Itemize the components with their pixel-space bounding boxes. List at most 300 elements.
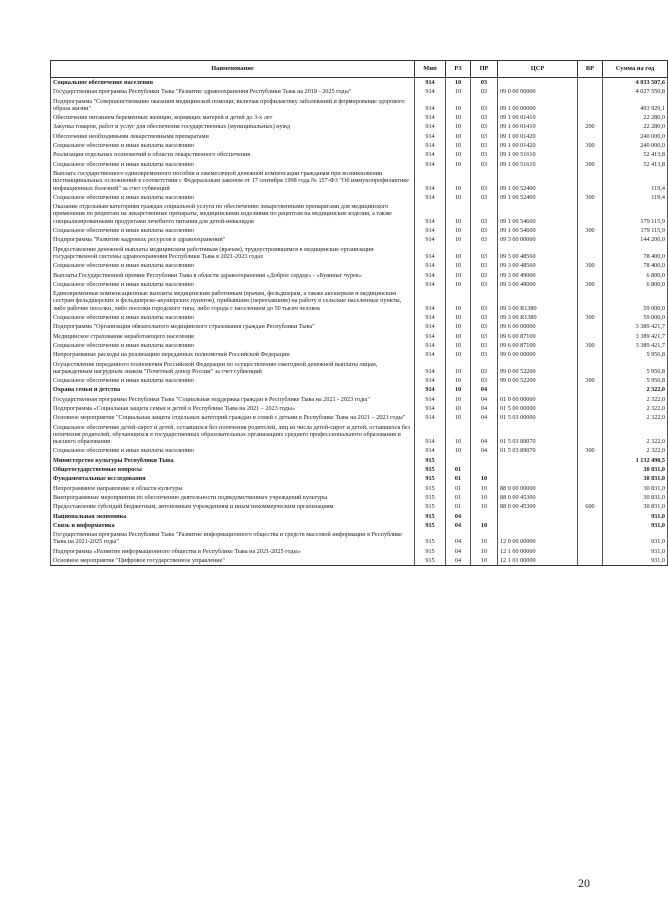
cell-rz: 10 [446, 245, 471, 262]
cell-sum: 240 000,0 [603, 132, 668, 141]
table-row [51, 521, 668, 530]
cell-sum: 240 000,0 [603, 141, 668, 150]
cell-rz: 10 [446, 360, 471, 377]
cell-vr [578, 87, 603, 96]
table-row [51, 530, 668, 547]
cell-rz: 10 [446, 341, 471, 350]
cell-csr: 09 3 00 48560 [498, 245, 578, 262]
table-row [51, 465, 668, 474]
cell-name: Социальное обеспечение и иные выплаты населению [51, 226, 415, 235]
header-min: Мин [415, 61, 446, 78]
cell-rz: 04 [446, 521, 471, 530]
cell-min: 914 [415, 113, 446, 122]
table-row [51, 141, 668, 150]
cell-csr: 09 6 00 87100 [498, 341, 578, 350]
cell-sum: 22 280,0 [603, 122, 668, 131]
cell-sum: 119,4 [603, 169, 668, 193]
cell-sum: 4 033 507,6 [603, 78, 668, 88]
cell-sum: 5 956,8 [603, 350, 668, 359]
cell-pr: 03 [471, 122, 498, 131]
cell-rz: 01 [446, 502, 471, 511]
cell-name: Подпрограмма «Социальная защита семьи и детей в Республике Тыва на 2021 – 2023 годы» [51, 404, 415, 413]
cell-rz: 10 [446, 132, 471, 141]
cell-name: Социальное обеспечение и иные выплаты населению [51, 313, 415, 322]
cell-min: 915 [415, 493, 446, 502]
cell-pr: 04 [471, 395, 498, 404]
cell-min: 915 [415, 502, 446, 511]
table-row [51, 512, 668, 521]
cell-rz: 10 [446, 226, 471, 235]
cell-csr: 09 1 00 52400 [498, 193, 578, 202]
cell-pr: 10 [471, 493, 498, 502]
cell-name: Министерство культуры Республики Тыва [51, 456, 415, 465]
cell-rz: 10 [446, 446, 471, 455]
cell-vr [578, 474, 603, 483]
cell-pr [471, 512, 498, 521]
cell-sum: 6 800,0 [603, 280, 668, 289]
cell-sum: 931,0 [603, 556, 668, 566]
cell-name: Государственная программа Республики Тыва "Социальная поддержка граждан в Республике Тыва на 2021 - 2023 годы" [51, 395, 415, 404]
cell-name: Закупка товаров, работ и услуг для обеспечения государственных (муниципальных) нужд [51, 122, 415, 131]
cell-pr: 10 [471, 547, 498, 556]
cell-name: Государственная программа Республики Тыва "Развитие здравоохранения Республики Тыва на 2018 - 2025 годы" [51, 87, 415, 96]
cell-vr [578, 78, 603, 88]
table-row [51, 226, 668, 235]
cell-min: 914 [415, 376, 446, 385]
cell-pr: 03 [471, 169, 498, 193]
cell-sum: 179 115,9 [603, 226, 668, 235]
cell-name: Выплаты Государственной премии Республики Тыва в области здравоохранения «Доброе сердце» - «Буянныг чурек» [51, 271, 415, 280]
cell-rz: 10 [446, 122, 471, 131]
cell-sum: 179 115,9 [603, 202, 668, 226]
cell-vr [578, 413, 603, 422]
cell-pr: 03 [471, 332, 498, 341]
cell-name: Выплата государственного единовременного пособия и ежемесячной денежной компенсации гражданам при возникновении поствакцинальных осложнений в соответствии с Федеральным законом от 17 сентября 1998 года № 157-ФЗ "Об иммунопрофилактике инфекционных болезней" за счет субвенций [51, 169, 415, 193]
cell-name: Социальное обеспечение и иные выплаты населению [51, 376, 415, 385]
table-body [51, 78, 668, 566]
cell-pr: 10 [471, 521, 498, 530]
header-sum: Сумма на год [603, 61, 668, 78]
cell-vr [578, 547, 603, 556]
cell-sum: 3 389 421,7 [603, 322, 668, 331]
cell-csr [498, 474, 578, 483]
table-row [51, 271, 668, 280]
cell-name: Оказание отдельным категориям граждан социальной услуги по обеспечению лекарственными препаратами для медицинского применения по рецептам на лекарственные препараты, медицинскими изделиями по рецептам на медицинские изделия, а также специализированными продуктами лечебного питания для детей-инвалидов [51, 202, 415, 226]
cell-rz: 10 [446, 160, 471, 169]
table-row [51, 313, 668, 322]
cell-vr: 300 [578, 160, 603, 169]
cell-rz: 10 [446, 235, 471, 244]
cell-rz: 10 [446, 322, 471, 331]
cell-rz: 10 [446, 193, 471, 202]
cell-pr: 03 [471, 271, 498, 280]
cell-min: 914 [415, 193, 446, 202]
cell-rz: 10 [446, 202, 471, 226]
cell-name: Фундаментальные исследования [51, 474, 415, 483]
table-row [51, 446, 668, 455]
cell-min: 914 [415, 226, 446, 235]
table-row [51, 502, 668, 511]
header-vr: ВР [578, 61, 603, 78]
cell-rz: 10 [446, 404, 471, 413]
cell-pr: 03 [471, 261, 498, 270]
cell-vr [578, 332, 603, 341]
cell-csr: 09 1 00 01410 [498, 122, 578, 131]
cell-name: Социальное обеспечение и иные выплаты населению [51, 446, 415, 455]
cell-rz: 10 [446, 332, 471, 341]
cell-csr [498, 385, 578, 394]
header-name: Наименование [51, 61, 415, 78]
cell-pr: 03 [471, 150, 498, 159]
cell-sum: 2 322,0 [603, 385, 668, 394]
cell-sum: 5 956,8 [603, 376, 668, 385]
cell-min: 914 [415, 446, 446, 455]
cell-name: Социальное обеспечение и иные выплаты населению [51, 341, 415, 350]
table-row [51, 78, 668, 88]
cell-sum: 2 322,0 [603, 395, 668, 404]
cell-vr: 300 [578, 141, 603, 150]
cell-vr [578, 423, 603, 447]
cell-csr: 09 0 00 00000 [498, 87, 578, 96]
cell-csr: 88 0 00 45300 [498, 493, 578, 502]
cell-csr: 99 0 00 52200 [498, 360, 578, 377]
table-row [51, 235, 668, 244]
cell-sum: 1 132 498,5 [603, 456, 668, 465]
table-row [51, 150, 668, 159]
table-row [51, 261, 668, 270]
cell-name: Непрограммные расходы на реализацию переданных полномочий Российской Федерации [51, 350, 415, 359]
cell-sum: 59 000,0 [603, 313, 668, 322]
table-row [51, 360, 668, 377]
cell-name: Социальное обеспечение и иные выплаты населению [51, 193, 415, 202]
table-row [51, 169, 668, 193]
cell-csr: 09 1 00 51610 [498, 150, 578, 159]
cell-pr: 03 [471, 226, 498, 235]
cell-csr: 09 3 00 49000 [498, 280, 578, 289]
cell-pr: 03 [471, 113, 498, 122]
cell-sum: 2 322,0 [603, 446, 668, 455]
cell-pr [471, 456, 498, 465]
cell-sum: 931,0 [603, 512, 668, 521]
cell-min: 914 [415, 395, 446, 404]
cell-pr: 03 [471, 202, 498, 226]
cell-min: 914 [415, 169, 446, 193]
cell-csr: 12 0 00 00000 [498, 530, 578, 547]
cell-vr [578, 350, 603, 359]
cell-vr [578, 385, 603, 394]
cell-csr [498, 456, 578, 465]
cell-name: Единовременные компенсационные выплаты медицинским работникам (врачам, фельдшерам, а также акушеркам и медицинским сестрам фельдшерских и фельдшерско-акушерских пунктов), прибывшим (переехавшим) на работу в сельские населенные пункты, либо рабочие поселки, либо поселки городского типа, либо города с населением до 50 тысяч человек [51, 289, 415, 313]
cell-sum: 30 831,0 [603, 502, 668, 511]
cell-min: 914 [415, 322, 446, 331]
cell-csr: 01 5 03 00000 [498, 413, 578, 422]
cell-vr: 300 [578, 226, 603, 235]
cell-pr: 03 [471, 350, 498, 359]
cell-name: Национальная экономика [51, 512, 415, 521]
cell-min: 914 [415, 160, 446, 169]
cell-min: 914 [415, 122, 446, 131]
cell-sum: 22 280,0 [603, 113, 668, 122]
cell-name: Основное мероприятие "Социальная защита отдельных категорий граждан и семей с детьми в Республике Тыва на 2021 – 2023 годы" [51, 413, 415, 422]
table-row [51, 547, 668, 556]
cell-name: Подпрограмма "Развитие кадровых ресурсов в здравоохранении" [51, 235, 415, 244]
cell-rz: 10 [446, 97, 471, 114]
cell-pr: 03 [471, 97, 498, 114]
cell-pr: 03 [471, 322, 498, 331]
cell-rz: 04 [446, 530, 471, 547]
cell-csr: 99 0 00 52200 [498, 376, 578, 385]
cell-vr [578, 245, 603, 262]
cell-vr [578, 289, 603, 313]
cell-min: 914 [415, 350, 446, 359]
cell-vr [578, 132, 603, 141]
table-row [51, 132, 668, 141]
cell-rz: 10 [446, 113, 471, 122]
cell-min: 914 [415, 280, 446, 289]
table-row [51, 350, 668, 359]
cell-vr [578, 521, 603, 530]
cell-pr: 03 [471, 360, 498, 377]
cell-min: 914 [415, 261, 446, 270]
cell-min: 914 [415, 413, 446, 422]
cell-min: 914 [415, 150, 446, 159]
cell-csr [498, 465, 578, 474]
cell-pr: 10 [471, 502, 498, 511]
cell-pr: 03 [471, 193, 498, 202]
cell-csr: 99 0 00 00000 [498, 350, 578, 359]
cell-min: 915 [415, 456, 446, 465]
cell-sum: 5 956,8 [603, 360, 668, 377]
cell-sum: 119,4 [603, 193, 668, 202]
table-row [51, 413, 668, 422]
cell-min: 914 [415, 202, 446, 226]
table-row [51, 493, 668, 502]
table-row [51, 556, 668, 566]
cell-vr [578, 493, 603, 502]
cell-name: Реализация отдельных полномочий в области лекарственного обеспечения [51, 150, 415, 159]
cell-sum: 2 322,0 [603, 404, 668, 413]
table-row [51, 193, 668, 202]
cell-name: Социальное обеспечение населения [51, 78, 415, 88]
cell-pr: 03 [471, 376, 498, 385]
cell-rz: 01 [446, 474, 471, 483]
cell-csr: 09 3 00 00000 [498, 235, 578, 244]
cell-name: Социальное обеспечение и иные выплаты населению [51, 160, 415, 169]
table-row [51, 97, 668, 114]
cell-name: Общегосударственные вопросы [51, 465, 415, 474]
cell-csr: 01 5 03 89070 [498, 423, 578, 447]
cell-sum: 931,0 [603, 547, 668, 556]
cell-vr [578, 512, 603, 521]
table-row [51, 456, 668, 465]
table-row [51, 87, 668, 96]
cell-csr: 88 0 00 45300 [498, 502, 578, 511]
table-row [51, 160, 668, 169]
cell-sum: 52 413,8 [603, 150, 668, 159]
cell-pr: 03 [471, 341, 498, 350]
cell-rz: 10 [446, 313, 471, 322]
cell-csr: 09 6 00 87100 [498, 332, 578, 341]
cell-name: Внепрограммные мероприятия по обеспечению деятельности подведомственных учреждений культуры [51, 493, 415, 502]
cell-min: 915 [415, 556, 446, 566]
cell-vr [578, 484, 603, 493]
cell-csr [498, 521, 578, 530]
cell-min: 914 [415, 87, 446, 96]
cell-csr: 12 1 00 00000 [498, 547, 578, 556]
cell-vr: 200 [578, 122, 603, 131]
cell-min: 915 [415, 521, 446, 530]
cell-min: 914 [415, 404, 446, 413]
cell-vr [578, 530, 603, 547]
cell-vr: 300 [578, 193, 603, 202]
cell-min: 914 [415, 423, 446, 447]
table-row [51, 341, 668, 350]
cell-sum: 931,0 [603, 521, 668, 530]
cell-rz: 10 [446, 78, 471, 88]
cell-vr [578, 456, 603, 465]
table-header-row [51, 61, 668, 78]
cell-name: Охрана семьи и детства [51, 385, 415, 394]
cell-vr [578, 113, 603, 122]
cell-min: 915 [415, 484, 446, 493]
cell-pr: 03 [471, 78, 498, 88]
cell-name: Непрограммное направление в области культуры [51, 484, 415, 493]
cell-name: Социальное обеспечение и иные выплаты населению [51, 141, 415, 150]
cell-name: Предоставление субсидий бюджетным, автономным учреждениям и иным некоммерческим организациям [51, 502, 415, 511]
cell-name: Связь и информатика [51, 521, 415, 530]
cell-csr: 88 0 00 00000 [498, 484, 578, 493]
cell-sum: 4 027 550,8 [603, 87, 668, 96]
cell-vr [578, 169, 603, 193]
cell-rz: 10 [446, 150, 471, 159]
cell-min: 914 [415, 245, 446, 262]
cell-rz: 10 [446, 280, 471, 289]
cell-pr: 03 [471, 235, 498, 244]
cell-name: Социальное обеспечение и иные выплаты населению [51, 280, 415, 289]
table-row [51, 376, 668, 385]
cell-name: Основное мероприятие "Цифровое государственное управление" [51, 556, 415, 566]
table-row [51, 474, 668, 483]
cell-sum: 30 831,0 [603, 474, 668, 483]
cell-sum: 2 322,0 [603, 423, 668, 447]
cell-pr: 03 [471, 132, 498, 141]
cell-rz: 01 [446, 484, 471, 493]
cell-csr: 09 1 00 01420 [498, 132, 578, 141]
cell-pr: 04 [471, 446, 498, 455]
cell-pr: 03 [471, 141, 498, 150]
cell-rz: 10 [446, 423, 471, 447]
table-row [51, 245, 668, 262]
table-row [51, 404, 668, 413]
cell-rz: 01 [446, 465, 471, 474]
cell-sum: 6 800,0 [603, 271, 668, 280]
cell-pr: 03 [471, 245, 498, 262]
cell-csr: 09 1 00 51610 [498, 160, 578, 169]
table-row [51, 113, 668, 122]
cell-pr: 03 [471, 280, 498, 289]
cell-name: Обеспечение необходимыми лекарственными препаратами [51, 132, 415, 141]
cell-pr: 10 [471, 484, 498, 493]
cell-pr [471, 465, 498, 474]
cell-rz: 10 [446, 169, 471, 193]
cell-sum: 3 389 421,7 [603, 332, 668, 341]
cell-vr: 300 [578, 376, 603, 385]
cell-name: Обеспечение питанием беременных женщин, кормящих матерей и детей до 3-х лет [51, 113, 415, 122]
cell-sum: 493 929,1 [603, 97, 668, 114]
cell-csr: 09 1 00 54600 [498, 202, 578, 226]
cell-sum: 2 322,0 [603, 413, 668, 422]
cell-min: 915 [415, 547, 446, 556]
cell-pr: 03 [471, 313, 498, 322]
cell-csr: 09 1 00 54600 [498, 226, 578, 235]
table-row [51, 122, 668, 131]
cell-vr: 300 [578, 261, 603, 270]
cell-vr [578, 97, 603, 114]
cell-csr: 01 0 00 00000 [498, 395, 578, 404]
cell-sum: 59 000,0 [603, 289, 668, 313]
cell-vr [578, 465, 603, 474]
cell-rz: 10 [446, 395, 471, 404]
cell-sum: 78 400,0 [603, 261, 668, 270]
cell-pr: 04 [471, 413, 498, 422]
cell-sum: 52 413,8 [603, 160, 668, 169]
cell-pr: 10 [471, 474, 498, 483]
cell-csr: 09 1 00 52400 [498, 169, 578, 193]
cell-pr: 03 [471, 160, 498, 169]
cell-vr [578, 360, 603, 377]
table-row [51, 484, 668, 493]
cell-csr: 09 1 00 01420 [498, 141, 578, 150]
cell-min: 915 [415, 465, 446, 474]
cell-rz: 01 [446, 493, 471, 502]
cell-min: 914 [415, 235, 446, 244]
cell-csr: 01 5 00 00000 [498, 404, 578, 413]
cell-min: 915 [415, 512, 446, 521]
cell-csr: 09 3 00 R1380 [498, 313, 578, 322]
cell-name: Социальное обеспечение детей-сирот и детей, оставшихся без попечения родителей, лиц из числа детей-сирот и детей, оставшихся без попечения родителей, обучающихся в государственных образовательных организациях среднего профессионального образования и высшего образования [51, 423, 415, 447]
header-pr: ПР [471, 61, 498, 78]
cell-min: 915 [415, 474, 446, 483]
table-row [51, 202, 668, 226]
cell-rz: 10 [446, 376, 471, 385]
cell-vr: 300 [578, 446, 603, 455]
cell-vr [578, 556, 603, 566]
cell-csr [498, 78, 578, 88]
cell-csr: 09 1 00 00000 [498, 97, 578, 114]
cell-vr [578, 271, 603, 280]
cell-sum: 3 389 421,7 [603, 341, 668, 350]
header-csr: ЦСР [498, 61, 578, 78]
cell-pr: 04 [471, 423, 498, 447]
cell-csr [498, 512, 578, 521]
table-row [51, 289, 668, 313]
cell-csr: 01 5 03 89070 [498, 446, 578, 455]
cell-csr: 09 1 00 01410 [498, 113, 578, 122]
cell-min: 914 [415, 97, 446, 114]
cell-vr [578, 150, 603, 159]
cell-name: Подпрограмма "Совершенствование оказания медицинской помощи, включая профилактику заболеваний и формирование здорового образа жизни" [51, 97, 415, 114]
cell-min: 914 [415, 385, 446, 394]
cell-pr: 03 [471, 289, 498, 313]
cell-pr: 04 [471, 385, 498, 394]
cell-min: 914 [415, 289, 446, 313]
cell-vr: 600 [578, 502, 603, 511]
cell-min: 914 [415, 332, 446, 341]
cell-min: 914 [415, 132, 446, 141]
cell-vr [578, 404, 603, 413]
cell-vr: 300 [578, 313, 603, 322]
table-row [51, 322, 668, 331]
